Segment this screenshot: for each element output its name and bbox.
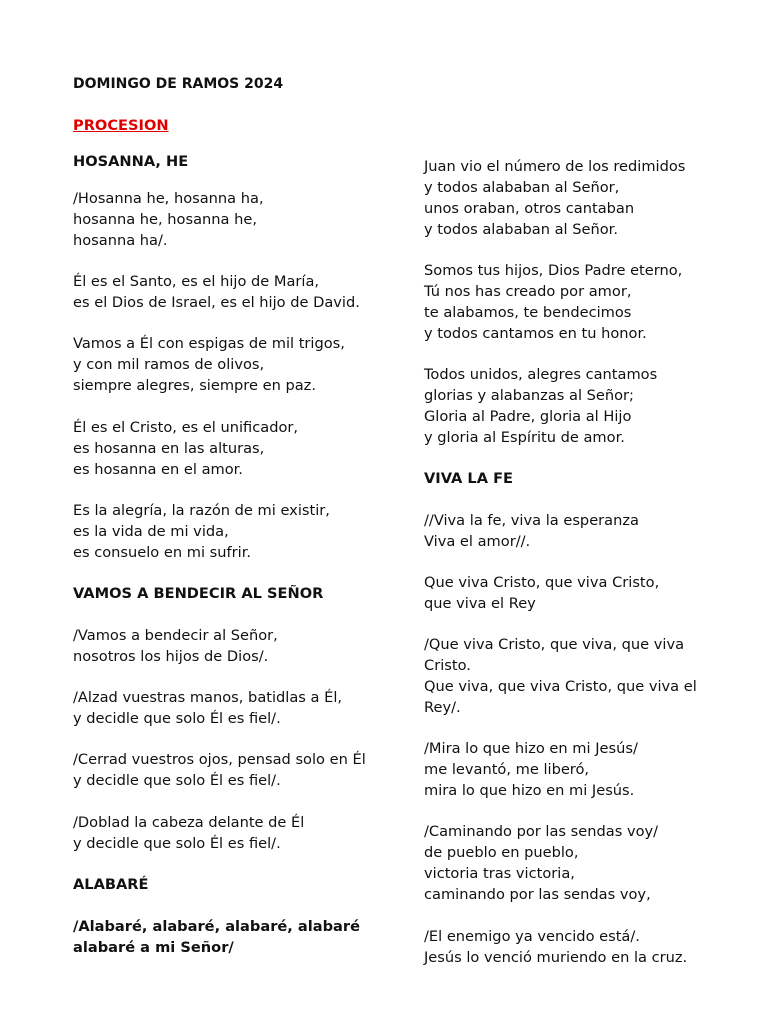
lyric-line: unos oraban, otros cantaban bbox=[424, 200, 635, 217]
lyric-line: alabaré a mi Señor/ bbox=[73, 939, 234, 956]
lyric-line: te alabamos, te bendecimos bbox=[424, 304, 632, 321]
lyric-line: y decidle que solo Él es fiel/. bbox=[73, 710, 281, 727]
lyric-line: mira lo que hizo en mi Jesús. bbox=[424, 782, 635, 799]
lyric-line: es consuelo en mi sufrir. bbox=[73, 544, 251, 561]
lyric-line: y gloria al Espíritu de amor. bbox=[424, 429, 625, 446]
lyric-line: Él es el Cristo, es el unificador, bbox=[73, 419, 299, 436]
lyric-line: es hosanna en las alturas, bbox=[73, 440, 265, 457]
lyric-line: Cristo. bbox=[424, 657, 471, 674]
song-title-hosanna: HOSANNA, HE bbox=[73, 153, 189, 170]
lyric-line: /El enemigo ya vencido está/. bbox=[424, 928, 640, 945]
lyric-line: /Mira lo que hizo en mi Jesús/ bbox=[424, 740, 638, 757]
lyric-line: nosotros los hijos de Dios/. bbox=[73, 648, 269, 665]
lyric-line: Viva el amor//. bbox=[424, 533, 531, 550]
lyric-line: //Viva la fe, viva la esperanza bbox=[424, 512, 639, 529]
lyric-line: Gloria al Padre, gloria al Hijo bbox=[424, 408, 632, 425]
lyric-line: /Caminando por las sendas voy/ bbox=[424, 823, 659, 840]
lyric-line: Rey/. bbox=[424, 699, 461, 716]
lyric-line: victoria tras victoria, bbox=[424, 865, 575, 882]
lyric-line: Que viva Cristo, que viva Cristo, bbox=[424, 574, 660, 591]
lyric-line: que viva el Rey bbox=[424, 595, 536, 612]
song-title-vamos: VAMOS A BENDECIR AL SEÑOR bbox=[73, 585, 324, 602]
lyric-line: es el Dios de Israel, es el hijo de David. bbox=[73, 294, 360, 311]
lyric-line: de pueblo en pueblo, bbox=[424, 844, 579, 861]
lyric-line: /Alabaré, alabaré, alabaré, alabaré bbox=[73, 918, 361, 935]
lyric-line: y decidle que solo Él es fiel/. bbox=[73, 772, 281, 789]
lyric-line: /Alzad vuestras manos, batidlas a Él, bbox=[73, 689, 343, 706]
lyric-line: Vamos a Él con espigas de mil trigos, bbox=[73, 335, 345, 352]
lyric-line: y todos cantamos en tu honor. bbox=[424, 325, 647, 342]
lyric-line: Tú nos has creado por amor, bbox=[424, 283, 632, 300]
lyric-line: hosanna he, hosanna he, bbox=[73, 211, 257, 228]
lyric-line: es la vida de mi vida, bbox=[73, 523, 229, 540]
lyric-line: y todos alababan al Señor, bbox=[424, 179, 620, 196]
lyric-line: /Cerrad vuestros ojos, pensad solo en Él bbox=[73, 751, 366, 768]
song-title-viva-la-fe: VIVA LA FE bbox=[424, 470, 514, 487]
lyric-line: Que viva, que viva Cristo, que viva el bbox=[424, 678, 697, 695]
lyric-line: me levantó, me liberó, bbox=[424, 761, 590, 778]
lyric-line: /Que viva Cristo, que viva, que viva bbox=[424, 636, 685, 653]
lyric-line: /Hosanna he, hosanna ha, bbox=[73, 190, 264, 207]
lyric-line: /Vamos a bendecir al Señor, bbox=[73, 627, 278, 644]
lyric-line: Él es el Santo, es el hijo de María, bbox=[73, 273, 320, 290]
lyric-line: caminando por las sendas voy, bbox=[424, 886, 651, 903]
lyric-line: glorias y alabanzas al Señor; bbox=[424, 387, 634, 404]
lyric-line: y todos alababan al Señor. bbox=[424, 221, 618, 238]
lyric-line: hosanna ha/. bbox=[73, 232, 168, 249]
song-title-alabare: ALABARÉ bbox=[73, 876, 149, 893]
lyric-line: Es la alegría, la razón de mi existir, bbox=[73, 502, 330, 519]
lyric-line: Jesús lo venció muriendo en la cruz. bbox=[424, 949, 688, 966]
lyric-line: /Doblad la cabeza delante de Él bbox=[73, 814, 305, 831]
section-header-procesion: PROCESION bbox=[73, 117, 169, 134]
lyric-line: es hosanna en el amor. bbox=[73, 461, 243, 478]
lyric-line: siempre alegres, siempre en paz. bbox=[73, 377, 316, 394]
lyric-line: Somos tus hijos, Dios Padre eterno, bbox=[424, 262, 683, 279]
lyric-line: y con mil ramos de olivos, bbox=[73, 356, 265, 373]
lyric-line: Juan vio el número de los redimidos bbox=[424, 158, 686, 175]
lyric-line: Todos unidos, alegres cantamos bbox=[424, 366, 658, 383]
lyric-line: y decidle que solo Él es fiel/. bbox=[73, 835, 281, 852]
document-title: DOMINGO DE RAMOS 2024 bbox=[73, 76, 284, 92]
